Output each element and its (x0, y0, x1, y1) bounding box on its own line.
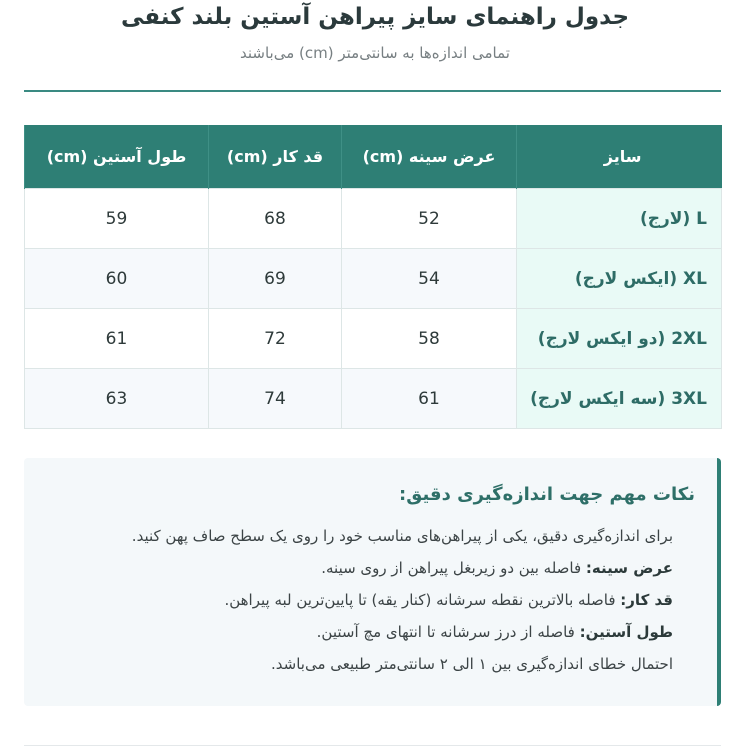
sleeve-cell: 60 (25, 249, 209, 309)
list-item (53, 616, 673, 648)
chest-cell: 61 (342, 369, 517, 429)
length-cell: 74 (209, 369, 342, 429)
table-row (25, 369, 722, 429)
size-cell: L (لارج) (517, 189, 722, 249)
page-subtitle: تمامی اندازه‌ها به سانتی‌متر (cm) می‌باشند (240, 44, 510, 62)
size-table (24, 125, 722, 429)
chest-cell: 58 (342, 309, 517, 369)
table-row (25, 309, 722, 369)
size-cell: XL (ایکس لارج) (517, 249, 722, 309)
column-header-sleeve: طول آستین (cm) (25, 125, 209, 189)
footer-divider (24, 745, 721, 746)
list-item (53, 584, 673, 616)
chest-cell: 52 (342, 189, 517, 249)
notes-footer: احتمال خطای اندازه‌گیری بین ۱ الی ۲ سانتی‌متر طبیعی می‌باشد. (271, 655, 673, 673)
length-cell: 68 (209, 189, 342, 249)
note-text: فاصله بالاترین نقطه سرشانه (کنار یقه) تا پایین‌ترین لبه پیراهن. (224, 591, 621, 609)
size-cell: 2XL (دو ایکس لارج) (517, 309, 722, 369)
note-term: قد کار: (620, 591, 673, 609)
notes-intro: برای اندازه‌گیری دقیق، یکی از پیراهن‌های مناسب خود را روی یک سطح صاف پهن کنید. (131, 527, 673, 545)
header-divider (24, 90, 721, 92)
column-header-chest: عرض سینه (cm) (342, 125, 517, 189)
notes-title: نکات مهم جهت اندازه‌گیری دقیق: (399, 484, 695, 505)
sleeve-cell: 59 (25, 189, 209, 249)
note-term: طول آستین: (579, 623, 673, 641)
notes-accent-bar (717, 458, 721, 706)
length-cell: 69 (209, 249, 342, 309)
notes-list (53, 520, 673, 680)
table-header-row (25, 125, 722, 189)
page-title: جدول راهنمای سایز پیراهن آستین بلند کنفی (120, 4, 630, 30)
sleeve-cell: 61 (25, 309, 209, 369)
note-text: فاصله بین دو زیربغل پیراهن از روی سینه. (321, 559, 586, 577)
column-header-length: قد کار (cm) (209, 125, 342, 189)
size-cell: 3XL (سه ایکس لارج) (517, 369, 722, 429)
column-header-size: سایز (517, 125, 722, 189)
sleeve-cell: 63 (25, 369, 209, 429)
note-term: عرض سینه: (585, 559, 673, 577)
table-row (25, 249, 722, 309)
measurement-notes-box (24, 458, 721, 706)
table-row (25, 189, 722, 249)
note-text: فاصله از درز سرشانه تا انتهای مچ آستین. (316, 623, 580, 641)
length-cell: 72 (209, 309, 342, 369)
chest-cell: 54 (342, 249, 517, 309)
list-item (53, 552, 673, 584)
